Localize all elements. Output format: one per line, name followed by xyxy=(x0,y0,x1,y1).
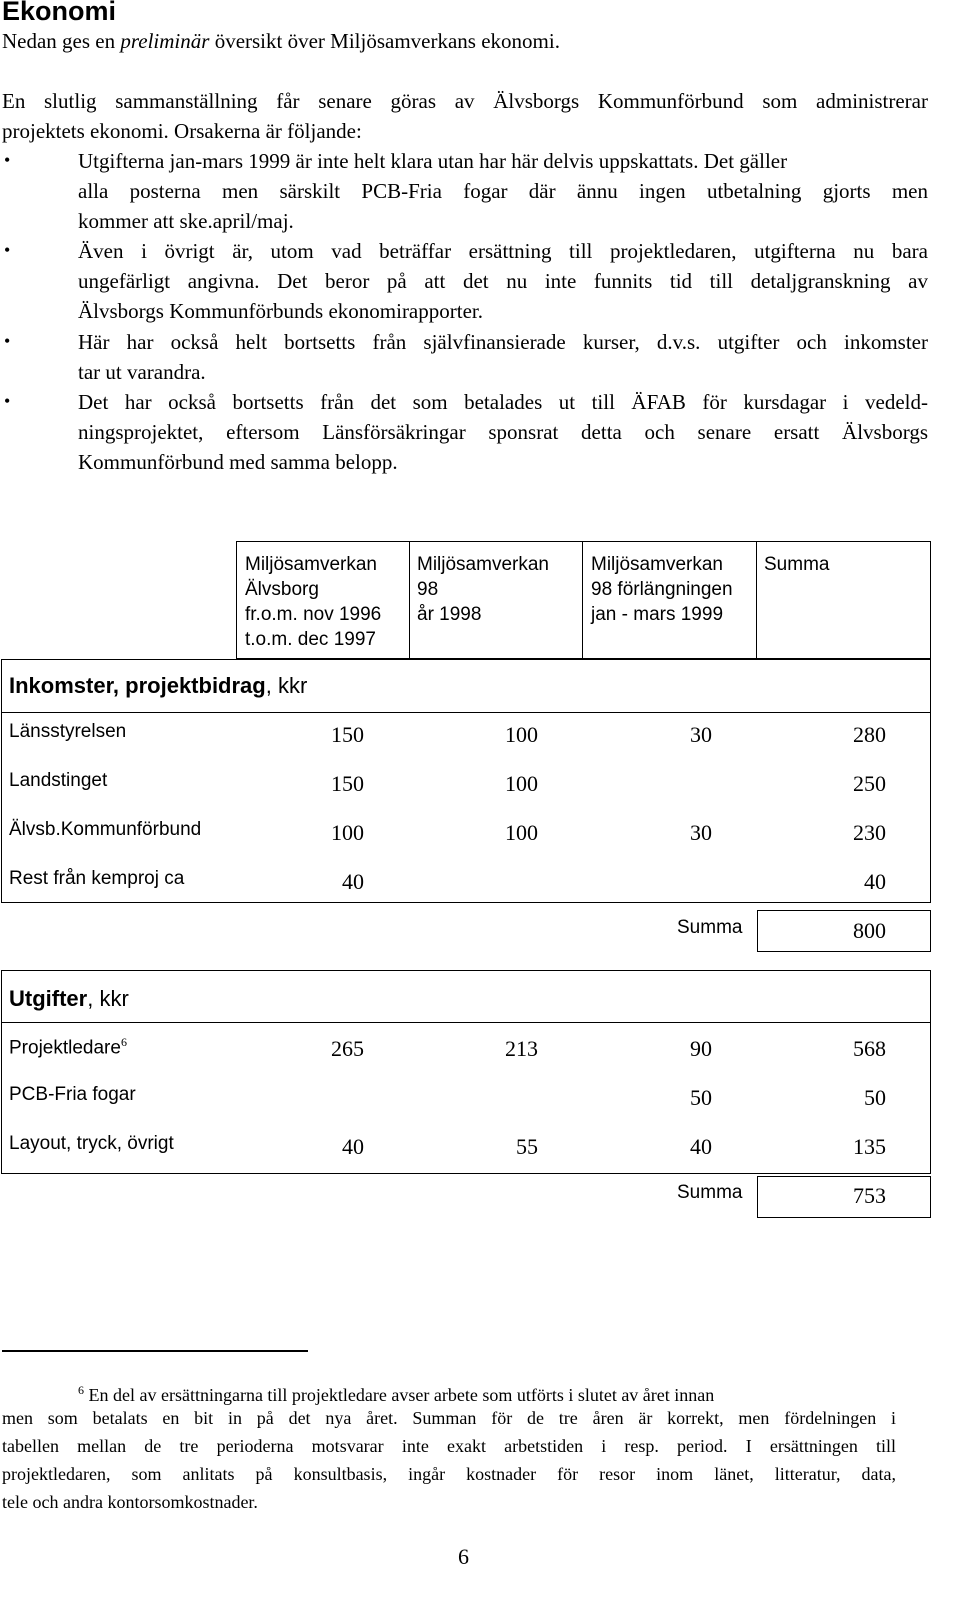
paragraph-line: En slutlig sammanställning får senare göras av Älvsborgs Kommunförbund som administrerar xyxy=(2,89,928,113)
bullet-line: ungefärligt angivna. Det beror på att det nu inte funnits tid till detaljgranskning av xyxy=(78,269,928,293)
row-label: Landstinget xyxy=(9,770,108,791)
column-divider xyxy=(756,541,757,659)
footnote-line: tabellen mellan de tre perioderna motsvarar inte exakt arbetstiden i resp. period. I ersättningen till xyxy=(2,1436,896,1456)
bullet-line: alla posterna men särskilt PCB-Fria fogar där ännu ingen utbetalning gjorts men xyxy=(78,179,928,203)
intro-text xyxy=(2,26,560,56)
bullet-glyph: • xyxy=(4,240,11,260)
row-label: Layout, tryck, övrigt xyxy=(9,1133,174,1154)
value-cell: 265 xyxy=(331,1036,364,1061)
intro-emphasis: preliminär xyxy=(120,29,210,53)
value-cell: 40 xyxy=(864,869,886,894)
income-sum-label: Summa xyxy=(677,917,743,938)
value-cell: 230 xyxy=(853,820,886,845)
value-cell: 30 xyxy=(690,820,712,845)
bullet-line: Även i övrigt är, utom vad beträffar ersättning till projektledaren, utgifterna nu bara xyxy=(78,239,928,263)
footnote-line: projektledaren, som anlitats på konsultbasis, ingår kostnader för resor inom länet, litteratur, data, xyxy=(2,1464,896,1484)
page-number: 6 xyxy=(458,1544,469,1569)
column-divider xyxy=(409,541,410,659)
footnote-ref: 6 xyxy=(120,1035,127,1049)
value-cell: 90 xyxy=(690,1036,712,1061)
section-divider xyxy=(1,712,931,713)
bullet-glyph: • xyxy=(4,391,11,411)
bullet-line: Det har också bortsetts från det som betalades ut till ÄFAB för kursdagar i vedeld- xyxy=(78,390,928,414)
bullet-line: Älvsborgs Kommunförbunds ekonomirapporter. xyxy=(78,299,483,323)
paragraph-line: projektets ekonomi. Orsakerna är följande: xyxy=(2,119,362,143)
row-label: Rest från kemproj ca xyxy=(9,868,185,889)
intro-post: översikt över Miljösamverkans ekonomi. xyxy=(209,29,560,53)
expenses-title xyxy=(9,986,129,1012)
bullet-glyph: • xyxy=(4,331,11,351)
intro-pre: Nedan ges en xyxy=(2,29,121,53)
value-cell: 55 xyxy=(516,1134,538,1159)
row-label: Älvsb.Kommunförbund xyxy=(9,819,202,840)
value-cell: 213 xyxy=(505,1036,538,1061)
bullet-line: tar ut varandra. xyxy=(78,360,206,384)
value-cell: 40 xyxy=(690,1134,712,1159)
expenses-title-bold: Utgifter xyxy=(9,986,88,1011)
column-header: Miljösamverkan 98 år 1998 xyxy=(417,554,549,625)
row-label: Länsstyrelsen xyxy=(9,721,127,742)
expenses-sum-label: Summa xyxy=(677,1182,743,1203)
page-heading: Ekonomi xyxy=(2,0,117,26)
row-label: PCB-Fria fogar xyxy=(9,1084,136,1105)
value-cell: 30 xyxy=(690,722,712,747)
column-header: Miljösamverkan Älvsborg fr.o.m. nov 1996 t.o.m. dec 1997 xyxy=(245,554,382,650)
footnote-separator xyxy=(2,1350,308,1352)
value-cell: 40 xyxy=(342,1134,364,1159)
row-label xyxy=(9,1035,127,1059)
value-cell: 135 xyxy=(853,1134,886,1159)
bullet-line: kommer att ske.april/maj. xyxy=(78,209,294,233)
footnote-line: men som betalats en bit in på det nya året. Summan för de tre åren är korrekt, men fördelningen i xyxy=(2,1408,896,1428)
footnote-line: tele och andra kontorsomkostnader. xyxy=(2,1492,258,1512)
bullet-line: Här har också helt bortsetts från självfinansierade kurser, d.v.s. utgifter och inkomster xyxy=(78,330,928,354)
value-cell: 568 xyxy=(853,1036,886,1061)
footnote-mark: 6 xyxy=(78,1383,84,1397)
bullet-line: Utgifterna jan-mars 1999 är inte helt klara utan har här delvis uppskattats. Det gäller xyxy=(78,149,788,173)
value-cell: 40 xyxy=(342,869,364,894)
section-divider xyxy=(1,1022,931,1023)
income-sum-value: 800 xyxy=(853,918,886,943)
expenses-title-unit: , kkr xyxy=(87,986,129,1011)
value-cell: 100 xyxy=(505,771,538,796)
row-label-text: Projektledare xyxy=(9,1037,121,1059)
bullet-glyph: • xyxy=(4,150,11,170)
income-title xyxy=(9,673,307,699)
value-cell: 100 xyxy=(505,722,538,747)
expenses-sum-value: 753 xyxy=(853,1183,886,1208)
column-divider xyxy=(582,541,583,659)
value-cell: 150 xyxy=(331,771,364,796)
value-cell: 100 xyxy=(505,820,538,845)
value-cell: 280 xyxy=(853,722,886,747)
value-cell: 100 xyxy=(331,820,364,845)
value-cell: 50 xyxy=(864,1085,886,1110)
bullet-line: ningsprojektet, eftersom Länsförsäkringar sponsrat detta och senare ersatt Älvsborgs xyxy=(78,420,928,444)
value-cell: 250 xyxy=(853,771,886,796)
value-cell: 150 xyxy=(331,722,364,747)
footnote-text: En del av ersättningarna till projektledare avser arbete som utförts i slutet av året innan xyxy=(84,1385,715,1405)
income-title-bold: Inkomster, projektbidrag xyxy=(9,673,266,698)
value-cell: 50 xyxy=(690,1085,712,1110)
bullet-line: Kommunförbund med samma belopp. xyxy=(78,450,398,474)
column-header: Miljösamverkan 98 förlängningen jan - mars 1999 xyxy=(591,554,733,625)
income-title-unit: , kkr xyxy=(265,673,308,698)
column-header: Summa xyxy=(764,554,830,575)
